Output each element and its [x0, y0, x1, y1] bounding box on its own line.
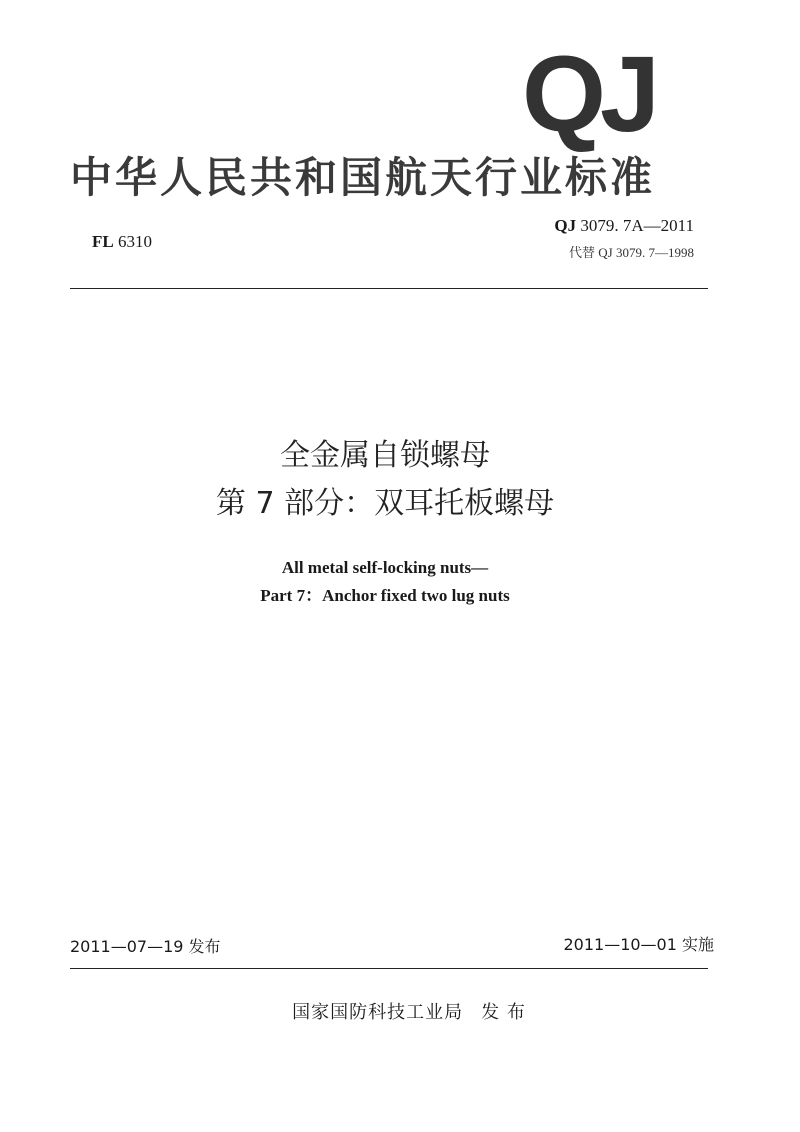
classification-prefix: FL: [92, 232, 114, 251]
publisher-name: 国家国防科技工业局: [292, 1002, 464, 1023]
implementation-date: 2011—10—01 实施: [563, 935, 714, 954]
top-divider: [70, 288, 708, 289]
issue-date: 2011—07—19 发布: [70, 937, 221, 956]
organization-title: 中华人民共和国航天行业标准: [70, 153, 656, 202]
standard-code: 3079. 7A—2011: [580, 216, 694, 235]
publisher: [0, 998, 800, 1024]
standard-number: [554, 216, 694, 236]
classification-code: [92, 232, 152, 252]
title-zh-line1: 全金属自锁螺母: [280, 438, 490, 473]
standard-logo: QJ: [522, 33, 655, 154]
publisher-action: 发 布: [481, 1002, 526, 1023]
title-zh-line2: 第 7 部分：双耳托板螺母: [215, 486, 555, 521]
bottom-divider: [70, 968, 708, 969]
classification-number: 6310: [117, 232, 152, 251]
replaces-note: 代替 QJ 3079. 7—1998: [569, 245, 694, 260]
title-en-line1: All metal self-locking nuts—: [281, 558, 489, 577]
standard-prefix: QJ: [554, 216, 577, 235]
title-en-line2: Part 7：Anchor fixed two lug nuts: [260, 586, 510, 605]
